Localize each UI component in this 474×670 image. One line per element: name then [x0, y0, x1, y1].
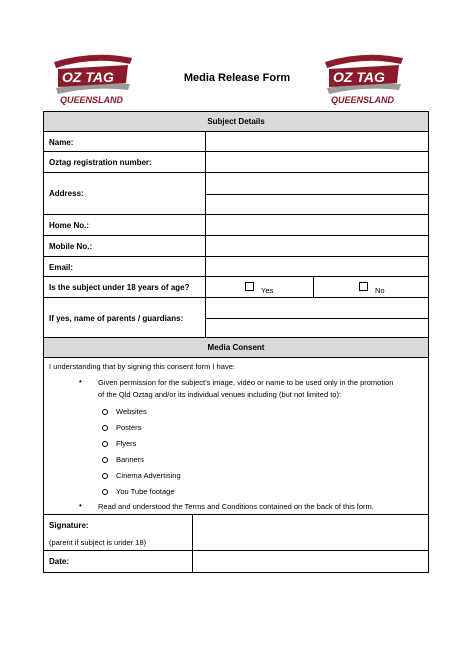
- email-label: Email:: [49, 263, 74, 272]
- media-item-cinema: Cinema Advertising: [116, 471, 181, 480]
- circle-bullet-icon: [102, 457, 108, 463]
- no-checkbox[interactable]: [359, 282, 368, 291]
- parents-field-line-1[interactable]: [206, 298, 428, 317]
- svg-text:OZ TAG: OZ TAG: [62, 69, 114, 85]
- name-label: Name:: [49, 138, 74, 147]
- under18-row: [44, 277, 428, 298]
- media-item-websites: Websites: [116, 407, 147, 416]
- registration-label: Oztag registration number:: [49, 158, 152, 167]
- circle-bullet-icon: [102, 473, 108, 479]
- yes-checkbox[interactable]: [245, 282, 254, 291]
- signature-note: (parent if subject is under 18): [49, 538, 147, 547]
- consent-bullet-1-line-1: Given permission for the subject’s image, video or name to be used only in the promotion: [98, 378, 394, 387]
- under18-label: Is the subject under 18 years of age?: [49, 283, 190, 292]
- media-release-form: [43, 111, 429, 573]
- oztag-logo-right: [321, 50, 407, 106]
- yes-label: Yes: [261, 286, 274, 295]
- bullet-icon: •: [79, 501, 82, 510]
- subject-details-heading: Subject Details: [44, 112, 428, 132]
- circle-bullet-icon: [102, 409, 108, 415]
- consent-bullet-2: Read and understood the Terms and Conditions contained on the back of this form.: [98, 502, 374, 511]
- media-item-flyers: Flyers: [116, 439, 137, 448]
- address-field-line-1[interactable]: [206, 173, 428, 193]
- circle-bullet-icon: [102, 489, 108, 495]
- home-label: Home No.:: [49, 221, 89, 230]
- signature-field[interactable]: [193, 515, 428, 550]
- mobile-field[interactable]: [206, 236, 428, 256]
- registration-field[interactable]: [206, 152, 428, 172]
- name-field[interactable]: [206, 132, 428, 151]
- media-item-banners: Banners: [116, 455, 144, 464]
- address-field-line-2[interactable]: [206, 195, 428, 214]
- email-field[interactable]: [206, 257, 428, 276]
- circle-bullet-icon: [102, 425, 108, 431]
- circle-bullet-icon: [102, 441, 108, 447]
- yes-no-divider: [313, 277, 314, 298]
- consent-bullet-1-line-2: of the Qld Oztag and/or its individual venues including (but not limited to):: [98, 390, 342, 399]
- consent-body: [44, 358, 428, 515]
- svg-text:OZ TAG: OZ TAG: [333, 69, 385, 85]
- form-title: Media Release Form: [183, 72, 291, 84]
- mobile-label: Mobile No.:: [49, 242, 93, 251]
- media-consent-heading: Media Consent: [44, 338, 428, 358]
- svg-text:QUEENSLAND: QUEENSLAND: [60, 95, 124, 105]
- consent-intro: I understanding that by signing this consent form I have:: [49, 362, 235, 371]
- date-field[interactable]: [193, 551, 428, 572]
- oztag-logo-graphic: [321, 50, 407, 106]
- media-item-posters: Posters: [116, 423, 142, 432]
- home-field[interactable]: [206, 215, 428, 235]
- svg-text:QUEENSLAND: QUEENSLAND: [331, 95, 395, 105]
- signature-label: Signature:: [49, 521, 89, 530]
- parents-label: If yes, name of parents / guardians:: [49, 314, 184, 323]
- media-item-youtube: You Tube footage: [116, 487, 175, 496]
- date-label: Date:: [49, 557, 70, 566]
- parents-field-line-2[interactable]: [206, 319, 428, 337]
- no-label: No: [375, 286, 385, 295]
- bullet-icon: •: [79, 377, 82, 386]
- address-label: Address:: [49, 189, 84, 198]
